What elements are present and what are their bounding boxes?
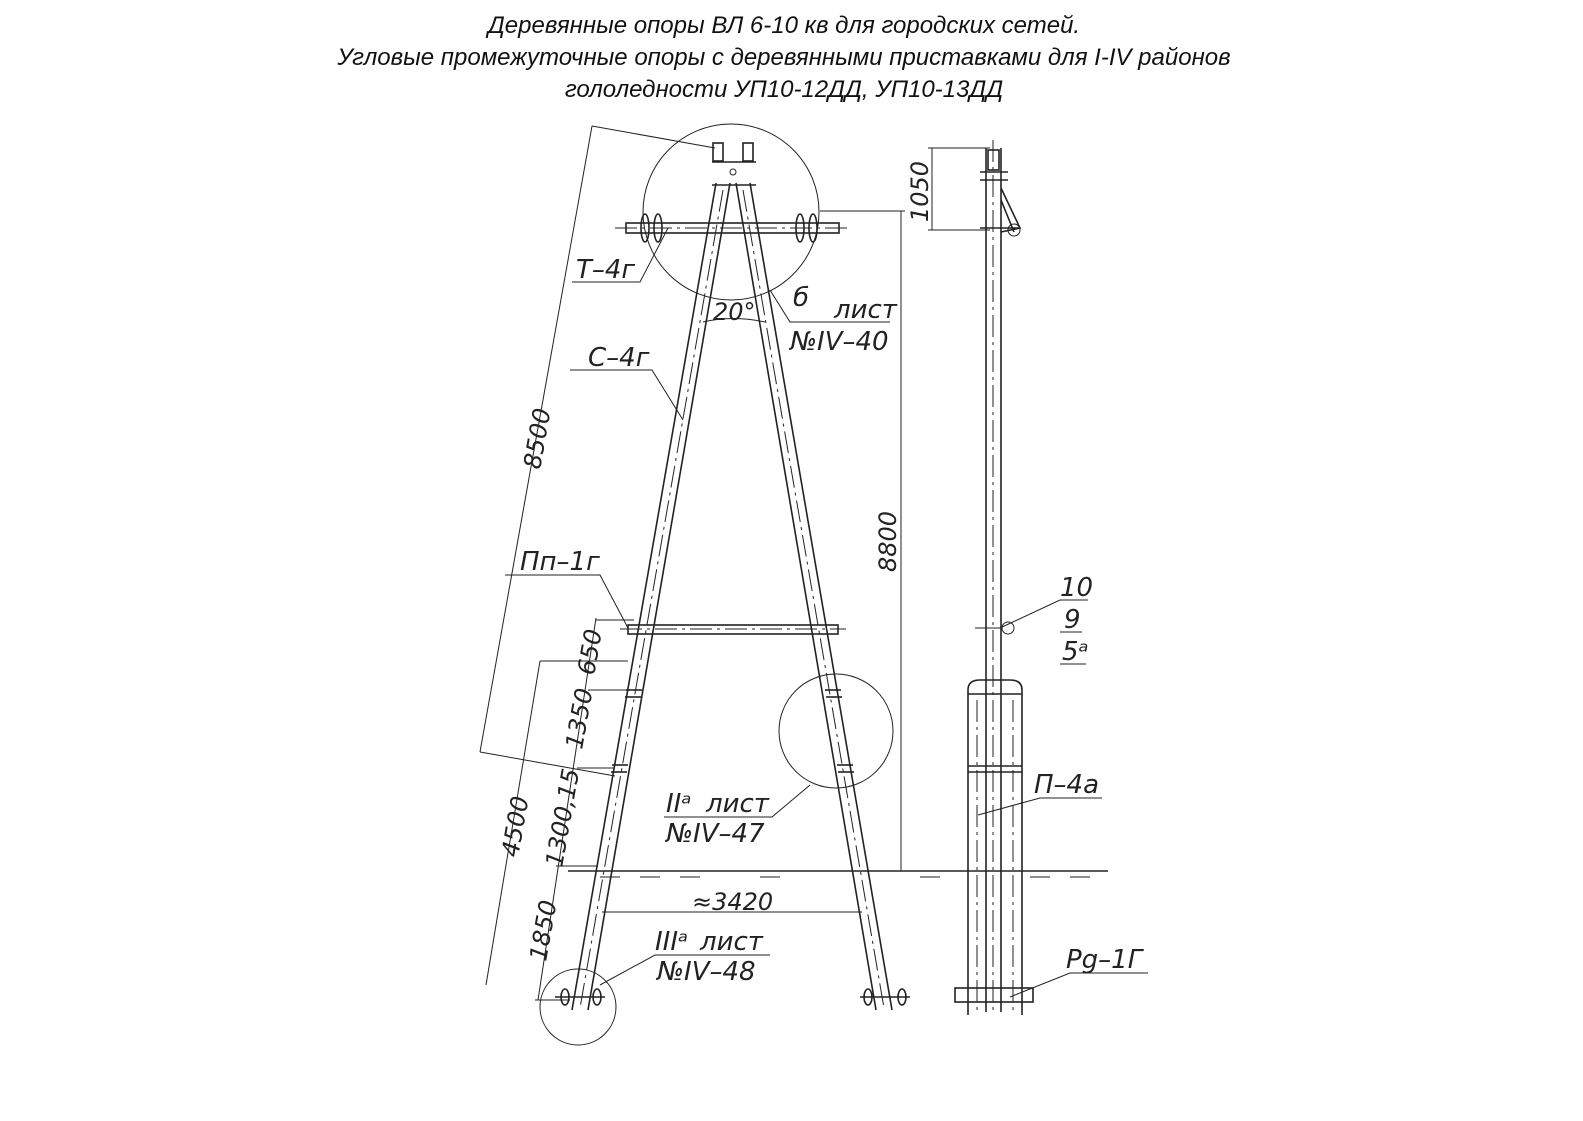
label-rg1g: Рg–1Г bbox=[1066, 945, 1143, 975]
detail-circle-bottom bbox=[540, 969, 616, 1045]
dim-650: 650 bbox=[572, 627, 608, 678]
leader-rg1g bbox=[1010, 973, 1148, 997]
side-stub bbox=[968, 680, 1022, 1015]
top-bolt bbox=[730, 169, 736, 175]
dim-4500: 4500 bbox=[496, 794, 535, 860]
sheet-2a-number: №IV–47 bbox=[666, 819, 765, 849]
title-line-2: Угловые промежуточные опоры с деревянными приставками для I-IV районов bbox=[337, 44, 1231, 71]
leader-c4g bbox=[570, 370, 683, 420]
top-insulator-right bbox=[743, 143, 753, 161]
sheet-b-word: лист bbox=[834, 295, 897, 325]
detail-circle-top bbox=[643, 124, 819, 300]
sheet-3a-number: №IV–48 bbox=[657, 957, 756, 987]
label-pn1g: Пп–1г bbox=[520, 547, 600, 577]
sheet-b-superscript: б bbox=[793, 283, 810, 313]
sheet-3a-word: лист bbox=[700, 927, 763, 957]
label-9: 9 bbox=[1064, 605, 1081, 635]
left-leg-centerline bbox=[580, 190, 723, 1008]
sheet-2a-word: лист bbox=[706, 789, 769, 819]
title-line-3: гололедности УП10-12ДД, УП10-13ДД bbox=[564, 76, 1004, 103]
dim-3420: ≈3420 bbox=[692, 888, 774, 916]
label-5a: 5ᵃ bbox=[1062, 637, 1089, 667]
dim-8800: 8800 bbox=[874, 510, 902, 572]
label-t4g: Т–4г bbox=[576, 255, 636, 285]
sheet-2a-numeral: IIᵃ bbox=[666, 789, 692, 819]
left-leg-outer bbox=[572, 183, 716, 1010]
dim-1050: 1050 bbox=[906, 160, 934, 222]
dim-1850: 1850 bbox=[524, 898, 563, 964]
leader-p4a bbox=[978, 798, 1102, 815]
title-line-1: Деревянные опоры ВЛ 6-10 кв для городских сетей. bbox=[487, 12, 1081, 39]
label-c4g: С–4г bbox=[588, 343, 650, 373]
label-10: 10 bbox=[1060, 573, 1094, 603]
top-insulator-left bbox=[713, 143, 723, 161]
side-view-pole bbox=[928, 140, 1033, 1015]
dim-1300-15: 1300,15 bbox=[540, 766, 586, 870]
sheet-b-number: №IV–40 bbox=[790, 327, 889, 357]
sheet-3a-numeral: IIIᵃ bbox=[655, 927, 689, 957]
left-leg-inner bbox=[588, 183, 730, 1010]
label-p4a: П–4а bbox=[1034, 770, 1100, 800]
dim-angle-20: 20° bbox=[713, 298, 756, 326]
dim-1350: 1350 bbox=[560, 686, 599, 752]
dim-8500: 8500 bbox=[518, 406, 557, 472]
